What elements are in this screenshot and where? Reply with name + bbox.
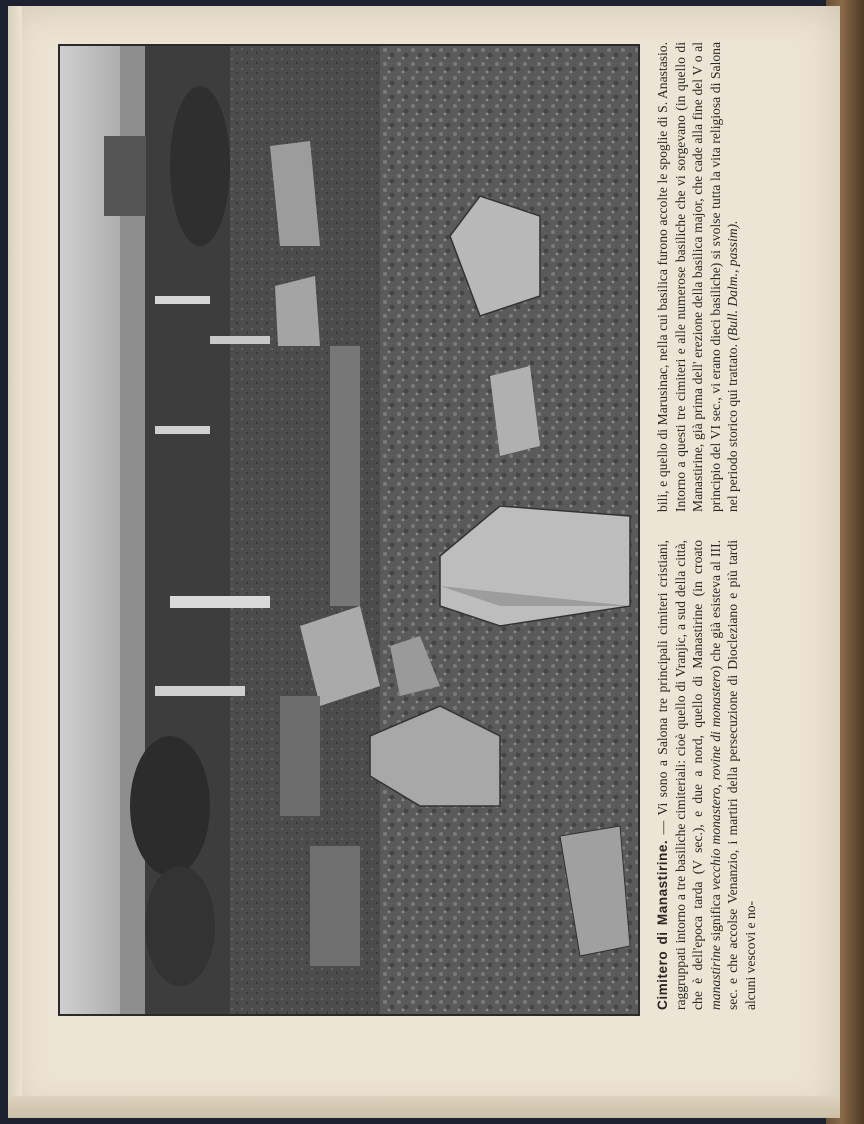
photo-caption — [654, 38, 759, 1010]
caption-italic-translation: vecchio monastero, rovine di monastero — [707, 670, 723, 891]
caption-tail: ) che già esisteva al III. sec. e che accolse Venanzio, i martiri della persecuzione di Diocleziano e più tardi alcuni vescovi e no- — [707, 539, 758, 1010]
caption-paragraph-right — [654, 42, 742, 512]
page-bottom-edge — [8, 1096, 840, 1118]
caption-title: Cimitero di Manastirine. — [655, 839, 670, 1010]
caption-column-left — [654, 540, 759, 1010]
caption-right-text: bili, e quello di Marusinac, nella cui basilica furono accolte le spoglie di S. Anastasio. Intorno a questi tre cimiteri e alle numerose basiliche che vi sorgevano (in quello di Manastirine, già prima dell' erezione della basilica major, che cade alla fine del V o al principio del VI sec., vi erano dieci basiliche) si svolse tutta la vita religiosa di Salona nel periodo storico qui trattato. — [655, 42, 740, 512]
cemetery-photograph — [58, 44, 640, 1016]
caption-paragraph-left — [654, 540, 759, 1010]
page-gutter — [8, 6, 22, 1114]
caption-lead: — Vi sono a Salona tre principali cimiteri cristiani, raggruppati intorno a tre basiliche cimiteriali: cioè quello di Vranjic, a sud della città, che è dell'epoca tarda (V sec.), e due a nord, quello di Manastirine (in croato — [655, 540, 705, 1010]
caption-mid: significa — [707, 890, 723, 946]
caption-reference: (Bull. Dalm., passim). — [725, 220, 740, 341]
caption-column-right — [654, 42, 742, 512]
caption-italic-term: manastirine — [707, 945, 723, 1010]
